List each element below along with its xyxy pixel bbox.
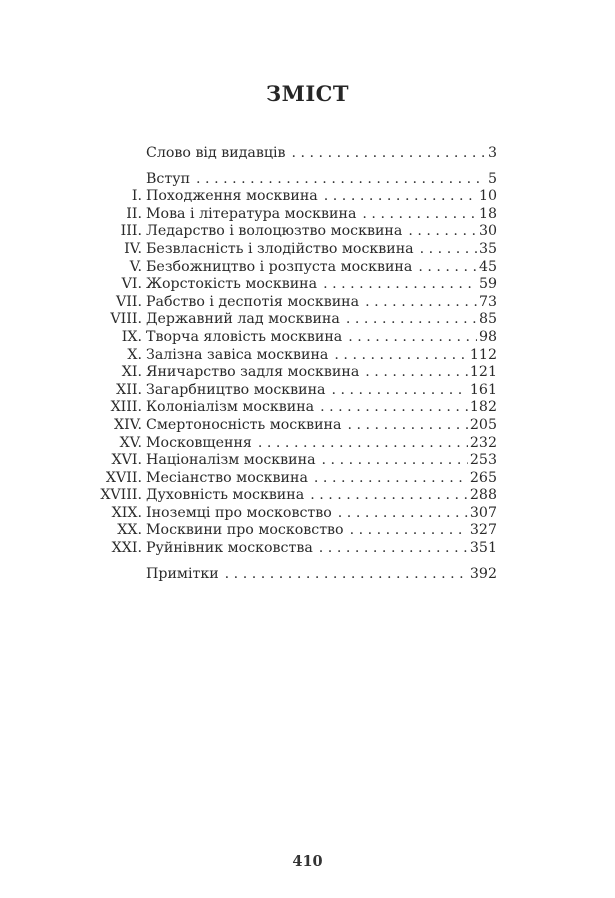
- toc-entry[interactable]: [100, 311, 497, 329]
- toc-chapter-number: VIII.: [110, 311, 142, 328]
- toc-chapter-number: XIII.: [110, 399, 142, 416]
- toc-chapter-number: VII.: [116, 293, 142, 310]
- toc-page-number: 327: [469, 522, 497, 539]
- toc-dot-leader: [365, 294, 477, 312]
- toc-entry[interactable]: [100, 259, 497, 277]
- toc-page-number: 288: [469, 487, 497, 504]
- toc-dot-leader: [322, 452, 468, 470]
- toc-page-number: 161: [469, 381, 497, 398]
- toc-page-number: 121: [469, 364, 497, 381]
- toc-entry-title: Московщення: [146, 434, 252, 451]
- toc-page-number: 59: [478, 276, 497, 293]
- toc-chapter-number: VI.: [121, 276, 142, 293]
- toc-entry[interactable]: [100, 145, 497, 163]
- toc-entry[interactable]: [100, 505, 497, 523]
- toc-entry-title: Руйнівник московства: [146, 540, 313, 557]
- toc-entry[interactable]: [100, 171, 497, 189]
- toc-dot-leader: [292, 145, 486, 163]
- toc-entry-title: Іноземці про московство: [146, 504, 332, 521]
- toc-entry-title: Ледарство і волоцюзтво москвина: [146, 223, 403, 240]
- toc-entry-title: Мова і література москвина: [146, 205, 357, 222]
- toc-entry-title: Походження москвина: [146, 188, 318, 205]
- toc-entry-title: Яничарство задля москвина: [146, 364, 360, 381]
- toc-chapter-number: XX.: [117, 522, 142, 539]
- toc-chapter-number: III.: [120, 223, 142, 240]
- toc-entry-title: Державний лад москвина: [146, 311, 340, 328]
- toc-chapter-number: XVIII.: [100, 487, 142, 504]
- toc-entry[interactable]: [100, 522, 497, 540]
- toc-dot-leader: [310, 487, 468, 505]
- toc-entry-title: Залізна завіса москвина: [146, 346, 329, 363]
- toc-dot-leader: [347, 417, 467, 435]
- toc-entry[interactable]: [100, 470, 497, 488]
- toc-page-number: 85: [478, 311, 497, 328]
- toc-dot-leader: [348, 329, 477, 347]
- toc-page-number: 307: [469, 504, 497, 521]
- toc-dot-leader: [225, 566, 468, 584]
- toc-chapter-number: IV.: [124, 240, 142, 257]
- page-number: 410: [292, 853, 323, 870]
- toc-entry[interactable]: [100, 188, 497, 206]
- toc-entry-title: Творча яловість москвина: [146, 328, 343, 345]
- toc-dot-leader: [314, 470, 468, 488]
- toc-dot-leader: [346, 311, 477, 329]
- toc-chapter-number: XIV.: [114, 416, 142, 433]
- toc-chapter-number: XI.: [121, 364, 142, 381]
- toc-entry[interactable]: [100, 276, 497, 294]
- toc-entry[interactable]: [100, 435, 497, 453]
- toc-chapter-number: X.: [127, 346, 142, 363]
- toc-entry-title: Смертоносність москвина: [146, 416, 342, 433]
- toc-page-number: 45: [478, 258, 497, 275]
- toc-page-number: 98: [478, 328, 497, 345]
- toc-dot-leader: [420, 241, 477, 259]
- toc-entry[interactable]: [100, 223, 497, 241]
- toc-entry-title: Вступ: [146, 170, 191, 187]
- toc-page-number: 232: [469, 434, 497, 451]
- toc-entry[interactable]: [100, 206, 497, 224]
- toc-chapter-number: IX.: [121, 328, 142, 345]
- toc-entry[interactable]: [100, 329, 497, 347]
- toc-chapter-number: XXI.: [111, 540, 142, 557]
- toc-entry-title: Слово від видавців: [146, 145, 286, 161]
- toc-entry[interactable]: [100, 241, 497, 259]
- toc-entry[interactable]: [100, 487, 497, 505]
- toc-dot-leader: [418, 259, 477, 277]
- page-title: ЗМІСТ: [265, 81, 350, 106]
- toc-chapter-number: XV.: [119, 434, 142, 451]
- toc-dot-leader: [331, 382, 467, 400]
- toc-page-number: 18: [478, 205, 497, 222]
- toc-dot-leader: [324, 188, 477, 206]
- toc-entry[interactable]: [100, 566, 497, 584]
- toc-page-number: 205: [469, 416, 497, 433]
- toc-chapter-number: V.: [129, 258, 142, 275]
- toc-entry[interactable]: [100, 417, 497, 435]
- toc-chapter-number: XVII.: [105, 469, 142, 486]
- toc-dot-leader: [319, 540, 468, 558]
- toc-page-number: 182: [469, 399, 497, 416]
- toc-dot-leader: [362, 206, 477, 224]
- toc-dot-leader: [334, 347, 468, 365]
- toc-entry-title: Загарбництво москвина: [146, 381, 326, 398]
- toc-entry[interactable]: [100, 540, 497, 558]
- toc-page-number: 73: [478, 293, 497, 310]
- toc-entry-title: Примітки: [146, 565, 219, 582]
- toc-entry-title: Жорстокість москвина: [146, 276, 318, 293]
- toc-dot-leader: [323, 276, 477, 294]
- toc-dot-leader: [350, 522, 468, 540]
- toc-chapter-number: I.: [131, 188, 142, 205]
- toc-entry-title: Безбожництво і розпуста москвина: [146, 258, 413, 275]
- toc-dot-leader: [320, 399, 468, 417]
- toc-entry-title: Націоналізм москвина: [146, 452, 316, 469]
- toc-entry[interactable]: [100, 364, 497, 382]
- toc-entry-title: Духовність москвина: [146, 487, 305, 504]
- toc-page-number: 3: [487, 145, 497, 161]
- toc-chapter-number: XVI.: [111, 452, 142, 469]
- toc-dot-leader: [408, 223, 477, 241]
- toc-entry[interactable]: [100, 347, 497, 365]
- toc-chapter-number: XII.: [116, 381, 142, 398]
- toc-entry[interactable]: [100, 399, 497, 417]
- toc-page-number: 392: [469, 565, 497, 582]
- toc-dot-leader: [338, 505, 468, 523]
- toc-entry-title: Безвласність і злодійство москвина: [146, 240, 414, 257]
- toc-entry-title: Рабство і деспотія москвина: [146, 293, 360, 310]
- toc-page-number: 35: [478, 240, 497, 257]
- toc-entry[interactable]: [100, 294, 497, 312]
- toc-entry-title: Месіанство москвина: [146, 469, 308, 486]
- toc-entry-title: Москвини про московство: [146, 522, 344, 539]
- toc-dot-leader: [196, 171, 486, 189]
- toc-chapter-number: XIX.: [111, 504, 142, 521]
- toc-chapter-number: II.: [126, 205, 142, 222]
- toc-entry[interactable]: [100, 452, 497, 470]
- toc-dot-leader: [365, 364, 468, 382]
- toc-entry[interactable]: [100, 382, 497, 400]
- toc-page-number: 5: [487, 170, 497, 187]
- toc-page-number: 30: [478, 223, 497, 240]
- toc-page-number: 351: [469, 540, 497, 557]
- toc-page-number: 10: [478, 188, 497, 205]
- table-of-contents: [100, 145, 497, 583]
- toc-page-number: 112: [469, 346, 497, 363]
- toc-entry-title: Колоніалізм москвина: [146, 399, 315, 416]
- toc-page-number: 253: [469, 452, 497, 469]
- toc-page-number: 265: [469, 469, 497, 486]
- toc-dot-leader: [258, 435, 468, 453]
